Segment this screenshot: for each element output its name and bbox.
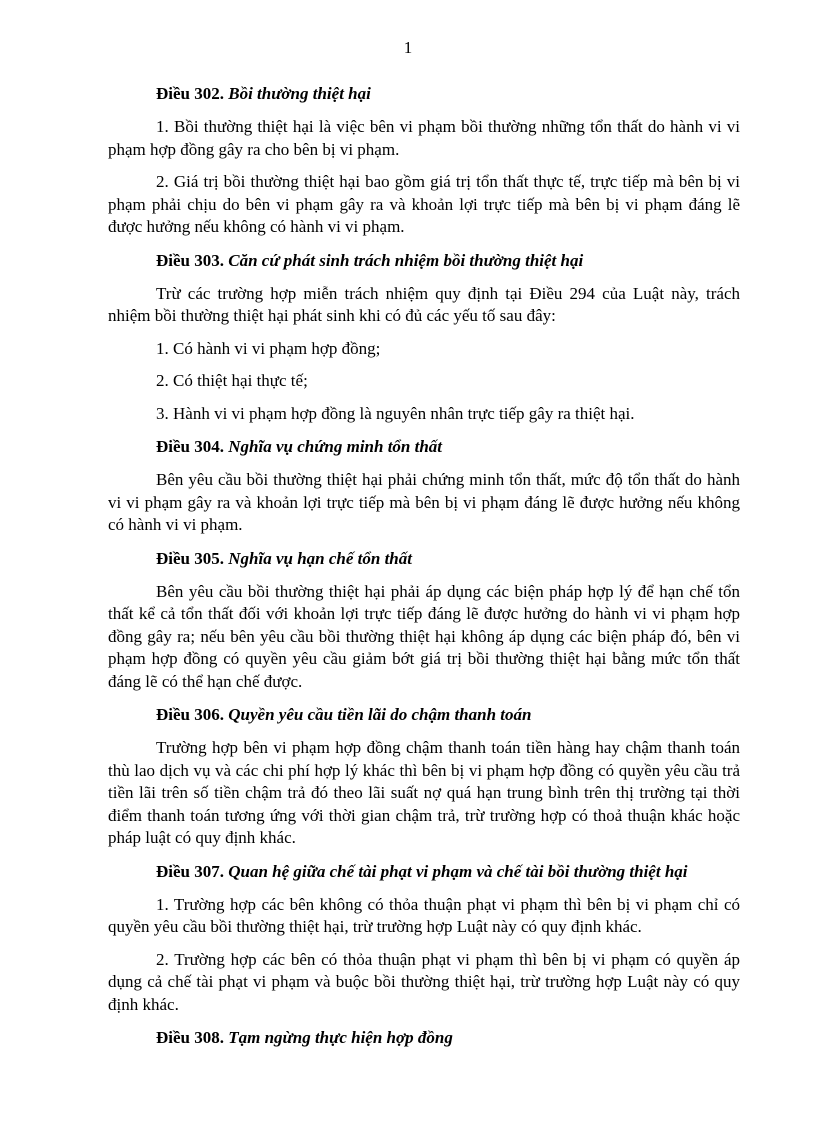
article-number: Điều 307. [156,861,224,881]
article-paragraph: Trừ các trường hợp miễn trách nhiệm quy định tại Điều 294 của Luật này, trách nhiệm bồi thường thiệt hại phát sinh khi có đủ các yếu tố sau đây: [108,283,740,325]
article-title: Nghĩa vụ chứng minh tổn thất [228,437,443,456]
article-paragraph: Bên yêu cầu bồi thường thiệt hại phải áp dụng các biện pháp hợp lý để hạn chế tổn thất kể cả tổn thất đối với khoản lợi trực tiếp đáng lẽ được hưởng do hành vi vi phạm hợp đồng gây ra; nếu bên yêu cầu bồi thường thiệt hại không áp dụng các biện pháp đó, bên vi phạm hợp đồng có quyền yêu cầu giảm bớt giá trị bồi thường thiệt hại bằng mức tổn thất đáng lẽ có thể hạn chế được. [108,581,740,691]
article-number: Điều 305. [156,548,224,568]
article-number: Điều 308. [156,1028,224,1047]
article-paragraph: 1. Có hành vi vi phạm hợp đồng; [156,338,381,358]
article-number: Điều 304. [156,437,224,456]
article-paragraph: Bên yêu cầu bồi thường thiệt hại phải chứng minh tổn thất, mức độ tổn thất do hành vi vi phạm gây ra và khoản lợi trực tiếp mà bên bị vi phạm đáng lẽ được hưởng nếu không có hành vi vi phạm. [108,470,740,534]
article-title: Tạm ngừng thực hiện hợp đồng [228,1028,453,1047]
article-heading [108,703,740,727]
article-title: Quan hệ giữa chế tài phạt vi phạm và chế tài bồi thường thiệt hại [228,861,688,881]
article-paragraph: 2. Có thiệt hại thực tế; [156,371,308,390]
article-308 [108,1026,740,1050]
article-paragraph: Trường hợp bên vi phạm hợp đồng chậm thanh toán tiền hàng hay chậm thanh toán thù lao dịch vụ và các chi phí hợp lý khác thì bên bị vi phạm hợp đồng có quyền yêu cầu trả tiền lãi trên số tiền chậm trả đó theo lãi suất nợ quá hạn trung bình trên thị trường tại thời điểm thanh toán tương ứng với thời gian chậm trả, trừ trường hợp có thoả thuận khác hoặc pháp luật có quy định khác. [108,738,740,847]
article-paragraph: 3. Hành vi vi phạm hợp đồng là nguyên nhân trực tiếp gây ra thiệt hại. [156,403,635,423]
article-number: Điều 306. [156,705,224,724]
article-304 [108,435,740,537]
article-paragraph: 2. Trường hợp các bên có thỏa thuận phạt vi phạm thì bên bị vi phạm có quyền áp dụng cả chế tài phạt vi phạm và buộc bồi thường thiệt hại, trừ trường hợp Luật này có quy định khác. [108,949,740,1014]
article-302 [108,82,740,239]
article-heading [108,435,740,459]
article-306 [108,703,740,850]
article-305 [108,547,740,694]
article-title: Căn cứ phát sinh trách nhiệm bồi thường thiệt hại [228,250,584,270]
article-paragraph: 2. Giá trị bồi thường thiệt hại bao gồm giá trị tổn thất thực tế, trực tiếp mà bên bị vi phạm phải chịu do bên vi phạm gây ra và khoản lợi trực tiếp mà bên bị vi phạm đáng lẽ được hưởng nếu không có hành vi vi phạm. [108,172,740,236]
article-number: Điều 303. [156,250,224,270]
article-heading [108,547,740,571]
article-number: Điều 302. [156,84,224,103]
document-body [108,82,740,1060]
article-heading [108,1026,740,1050]
article-307 [108,860,740,1017]
article-heading [108,82,740,106]
article-heading [108,860,740,884]
article-paragraph: 1. Trường hợp các bên không có thỏa thuận phạt vi phạm thì bên bị vi phạm chỉ có quyền yêu cầu bồi thường thiệt hại, trừ trường hợp Luật này có quy định khác. [108,894,740,936]
article-303 [108,249,740,426]
page-number: 1 [403,38,413,57]
article-title: Nghĩa vụ hạn chế tổn thất [228,548,412,568]
article-heading [108,249,740,273]
article-title: Bồi thường thiệt hại [228,84,371,103]
article-paragraph: 1. Bồi thường thiệt hại là việc bên vi phạm bồi thường những tổn thất do hành vi vi phạm hợp đồng gây ra cho bên bị vi phạm. [108,117,740,159]
article-title: Quyền yêu cầu tiền lãi do chậm thanh toán [228,705,532,724]
